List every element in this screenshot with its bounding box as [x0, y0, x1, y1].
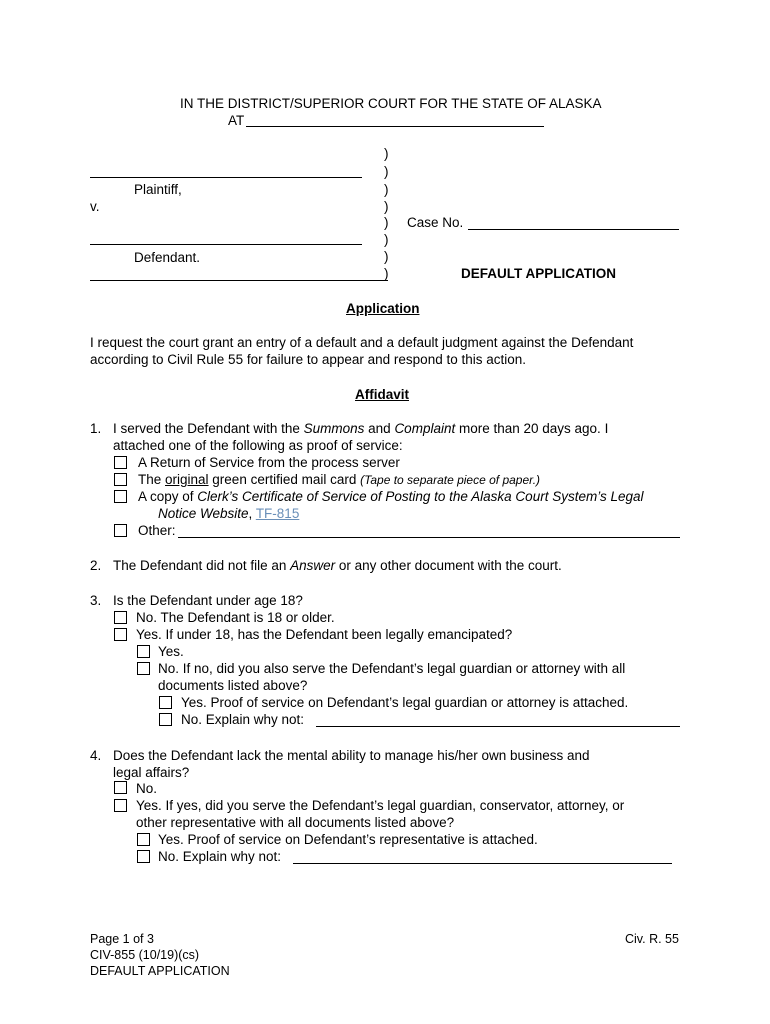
document-title: DEFAULT APPLICATION [461, 266, 616, 281]
representative-served-no-checkbox[interactable] [137, 850, 150, 863]
emancipated-no-checkbox[interactable] [137, 662, 150, 675]
plaintiff-name-field[interactable] [90, 177, 362, 178]
return-of-service-label: A Return of Service from the process server [138, 455, 400, 470]
form-name: DEFAULT APPLICATION [90, 964, 230, 978]
caption-paren: ) [384, 146, 389, 161]
affidavit-heading: Affidavit [355, 387, 409, 402]
court-heading: IN THE DISTRICT/SUPERIOR COURT FOR THE STATE OF ALASKA [180, 96, 602, 111]
item1-statement: I served the Defendant with the Summons and Complaint more than 20 days ago. I [113, 421, 609, 436]
caption-bottom-rule [90, 280, 388, 281]
caption-paren: ) [384, 164, 389, 179]
guardian-served-no-checkbox[interactable] [159, 713, 172, 726]
item-number: 4. [90, 748, 102, 763]
application-text: I request the court grant an entry of a default and a default judgment against the Defendant [90, 335, 634, 350]
emancipated-yes-checkbox[interactable] [137, 645, 150, 658]
caption-paren: ) [384, 249, 389, 264]
at-label: AT [228, 113, 245, 128]
representative-served-yes-label: Yes. Proof of service on Defendant’s representative is attached. [158, 832, 538, 847]
other-checkbox[interactable] [114, 524, 127, 537]
application-heading: Application [346, 301, 420, 316]
emancipated-no-label: No. If no, did you also serve the Defendant’s legal guardian or attorney with all [158, 661, 626, 676]
item-number: 3. [90, 593, 102, 608]
guardian-served-yes-checkbox[interactable] [159, 696, 172, 709]
court-location-field[interactable] [246, 126, 544, 127]
case-no-label: Case No. [407, 215, 464, 230]
mental-ability-yes-label: other representative with all documents listed above? [136, 815, 455, 830]
caption-paren: ) [384, 182, 389, 197]
representative-served-yes-checkbox[interactable] [137, 833, 150, 846]
caption-paren: ) [384, 232, 389, 247]
under18-no-checkbox[interactable] [114, 611, 127, 624]
item4-question: Does the Defendant lack the mental ability to manage his/her own business and [113, 748, 590, 763]
explain-why-not-field[interactable] [316, 726, 680, 727]
plaintiff-label: Plaintiff, [134, 182, 182, 197]
emancipated-yes-label: Yes. [158, 644, 184, 659]
caption-paren: ) [384, 199, 389, 214]
defendant-label: Defendant. [134, 250, 201, 265]
page-number: Page 1 of 3 [90, 932, 154, 946]
other-field[interactable] [178, 537, 680, 538]
mental-ability-no-checkbox[interactable] [114, 781, 127, 794]
item1-statement: attached one of the following as proof of service: [113, 438, 403, 453]
defendant-name-field[interactable] [90, 244, 362, 245]
tf815-link[interactable]: TF-815 [255, 506, 300, 521]
caption-paren: ) [384, 266, 389, 281]
mail-card-label: The original green certified mail card (Tape to separate piece of paper.) [138, 472, 541, 487]
item-number: 2. [90, 558, 102, 573]
caption-paren: ) [384, 215, 389, 230]
item4-question: legal affairs? [113, 765, 190, 780]
case-number-field[interactable] [468, 229, 679, 230]
under18-no-label: No. The Defendant is 18 or older. [136, 610, 335, 625]
item3-question: Is the Defendant under age 18? [113, 593, 303, 608]
mental-ability-yes-checkbox[interactable] [114, 799, 127, 812]
return-of-service-checkbox[interactable] [114, 456, 127, 469]
under18-yes-label: Yes. If under 18, has the Defendant been legally emancipated? [136, 627, 513, 642]
emancipated-no-label: documents listed above? [158, 678, 308, 693]
under18-yes-checkbox[interactable] [114, 628, 127, 641]
versus-label: v. [90, 199, 100, 214]
mail-card-checkbox[interactable] [114, 473, 127, 486]
mental-ability-no-label: No. [136, 781, 158, 796]
other-label: Other: [138, 523, 176, 538]
item2-statement: The Defendant did not file an Answer or any other document with the court. [113, 558, 562, 573]
explain-why-not-field[interactable] [293, 863, 672, 864]
representative-served-no-label: No. Explain why not: [158, 849, 282, 864]
form-number: CIV-855 (10/19)(cs) [90, 948, 200, 962]
clerk-certificate-label: Notice Website, TF-815 [158, 506, 300, 521]
clerk-certificate-label: A copy of Clerk’s Certificate of Service of Posting to the Alaska Court System’s Legal [138, 489, 644, 504]
item-number: 1. [90, 421, 102, 436]
civil-rule: Civ. R. 55 [625, 932, 679, 946]
application-text: according to Civil Rule 55 for failure to appear and respond to this action. [90, 352, 527, 367]
guardian-served-no-label: No. Explain why not: [181, 712, 305, 727]
guardian-served-yes-label: Yes. Proof of service on Defendant’s legal guardian or attorney is attached. [181, 695, 629, 710]
clerk-certificate-checkbox[interactable] [114, 490, 127, 503]
mental-ability-yes-label: Yes. If yes, did you serve the Defendant’s legal guardian, conservator, attorney, or [136, 798, 625, 813]
